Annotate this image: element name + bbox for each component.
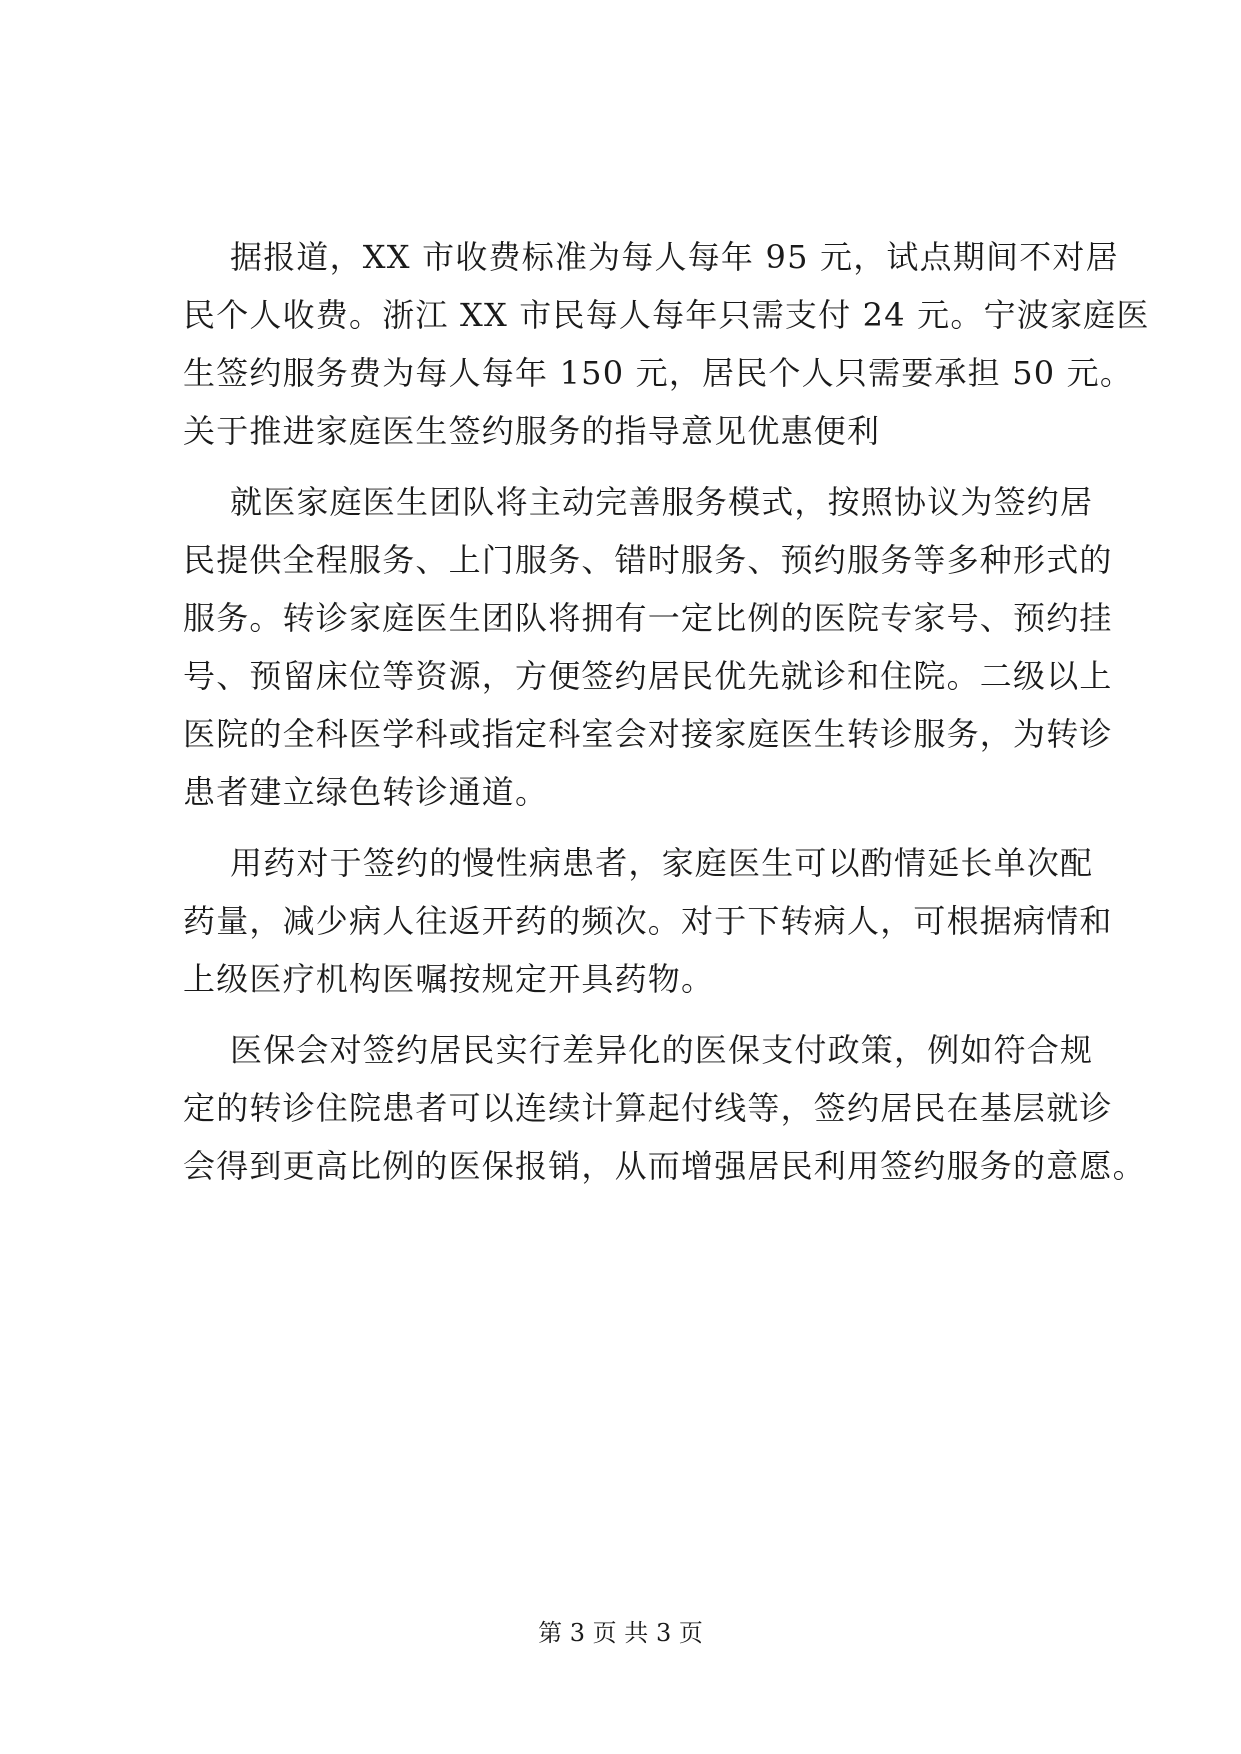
text-line: 民个人收费。浙江 XX 市民每人每年只需支付 24 元。宁波家庭医 xyxy=(183,296,1150,334)
text-line: 会得到更高比例的医保报销，从而增强居民利用签约服务的意愿。 xyxy=(183,1147,1146,1185)
paragraph-medication xyxy=(183,834,1113,1008)
text-line: 生签约服务费为每人每年 150 元，居民个人只需要承担 50 元。 xyxy=(183,354,1134,392)
text-line: 就医家庭医生团队将主动完善服务模式，按照协议为签约居 xyxy=(230,483,1094,521)
text-line: 定的转诊住院患者可以连续计算起付线等，签约居民在基层就诊 xyxy=(183,1089,1113,1127)
paragraph-medical-insurance xyxy=(183,1021,1146,1195)
text-line: 关于推进家庭医生签约服务的指导意见优惠便利 xyxy=(183,412,881,450)
page-number-footer: 第 3 页 共 3 页 xyxy=(538,1619,703,1647)
text-line: 患者建立绿色转诊通道。 xyxy=(183,773,549,811)
text-line: 上级医疗机构医嘱按规定开具药物。 xyxy=(183,960,715,998)
text-line: 药量，减少病人往返开药的频次。对于下转病人，可根据病情和 xyxy=(183,902,1113,940)
paragraph-gap xyxy=(183,460,1083,473)
text-line: 据报道，XX 市收费标准为每人每年 95 元，试点期间不对居 xyxy=(230,238,1119,276)
text-line: 服务。转诊家庭医生团队将拥有一定比例的医院专家号、预约挂 xyxy=(183,599,1113,637)
text-line: 用药对于签约的慢性病患者，家庭医生可以酌情延长单次配 xyxy=(230,844,1094,882)
text-line: 医院的全科医学科或指定科室会对接家庭医生转诊服务，为转诊 xyxy=(183,715,1113,753)
paragraph-gap xyxy=(183,1008,1083,1021)
text-line: 号、预留床位等资源，方便签约居民优先就诊和住院。二级以上 xyxy=(183,657,1113,695)
paragraph-gap xyxy=(183,821,1083,834)
paragraph-medical-treatment xyxy=(183,473,1113,821)
text-line: 医保会对签约居民实行差异化的医保支付政策，例如符合规 xyxy=(230,1031,1094,1069)
text-line: 民提供全程服务、上门服务、错时服务、预约服务等多种形式的 xyxy=(183,541,1113,579)
document-body xyxy=(183,228,1150,1195)
paragraph-fee-standards xyxy=(183,228,1150,460)
